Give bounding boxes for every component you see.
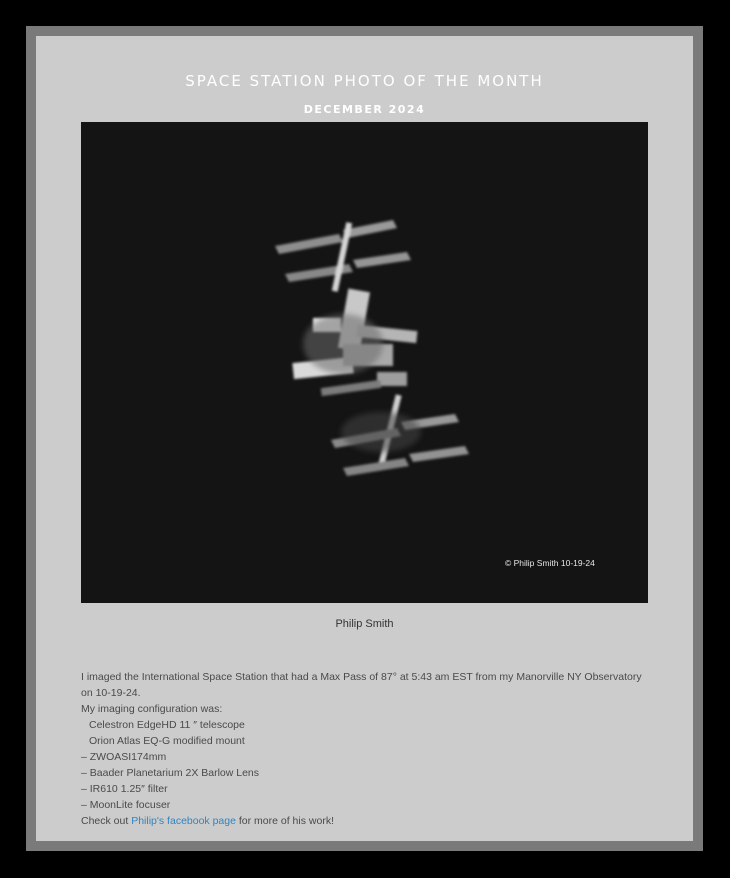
iss-image-graphic <box>81 122 648 603</box>
content-panel <box>36 36 693 841</box>
photo-caption: Philip Smith <box>335 618 394 630</box>
iss-photo <box>81 122 648 603</box>
cta-suffix: for more of his work! <box>235 815 334 827</box>
page-subtitle: DECEMBER 2024 <box>303 103 426 116</box>
page-title: SPACE STATION PHOTO OF THE MONTH <box>185 72 544 90</box>
cta-prefix: Check out <box>81 815 132 827</box>
config-item: Celestron EdgeHD 11 ″ telescope <box>89 719 245 731</box>
outer-frame <box>26 26 703 851</box>
intro-line-1: I imaged the International Space Station that had a Max Pass of 87° at 5:43 am EST from my Manorville NY Observatory <box>81 671 642 683</box>
config-item: – ZWOASI174mm <box>81 751 167 763</box>
photo-watermark: © Philip Smith 10-19-24 <box>505 558 595 568</box>
intro-line-2: on 10-19-24. <box>81 687 141 699</box>
config-heading: My imaging configuration was: <box>81 703 223 715</box>
config-item: – Baader Planetarium 2X Barlow Lens <box>81 767 260 779</box>
facebook-page-link[interactable]: Philip's facebook page <box>131 815 236 827</box>
config-item: Orion Atlas EQ-G modified mount <box>89 735 245 747</box>
description <box>81 669 656 829</box>
cta-line <box>81 813 656 829</box>
config-item: – MoonLite focuser <box>81 799 171 811</box>
config-item: – IR610 1.25″ filter <box>81 783 168 795</box>
